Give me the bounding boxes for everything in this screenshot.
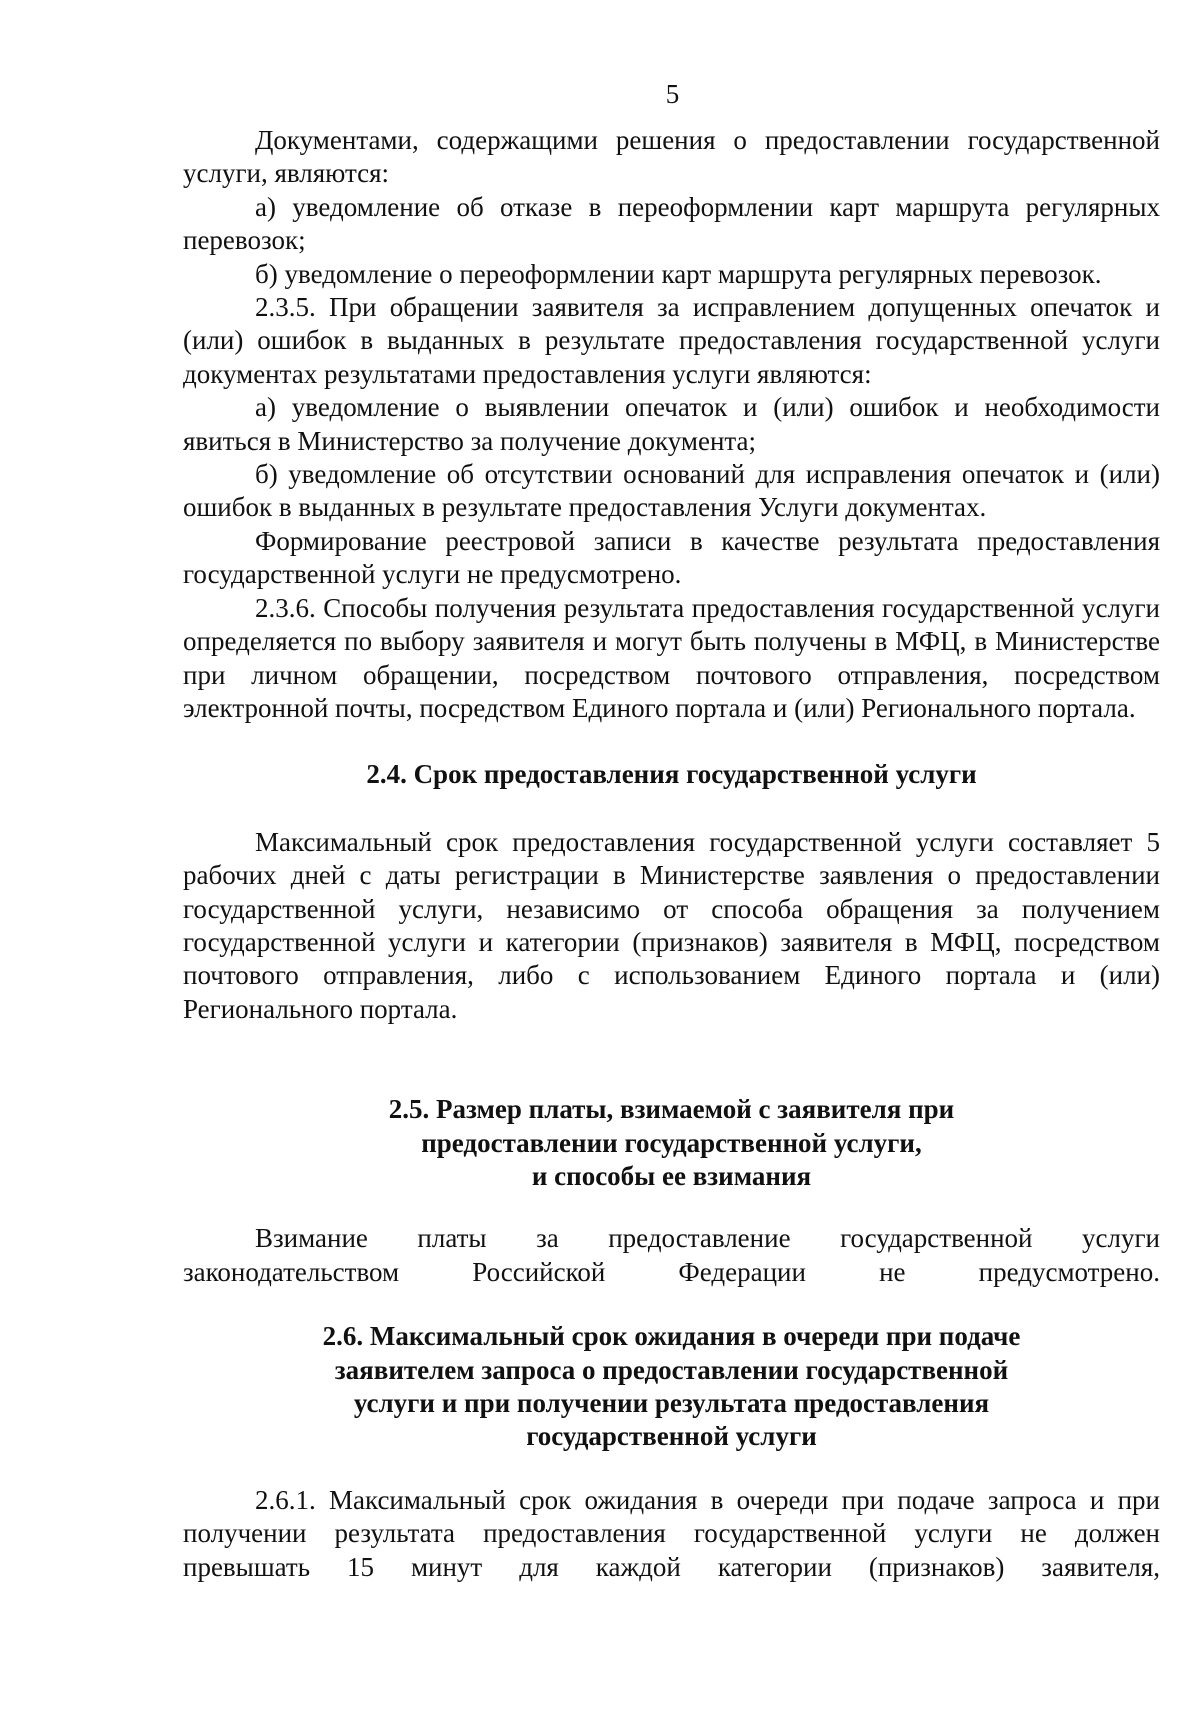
heading-line: предоставлении государственной услуги,	[421, 1127, 922, 1158]
heading-line: заявителем запроса о предоставлении государственной	[334, 1354, 1009, 1385]
paragraph-2-3-6: 2.3.6. Способы получения результата предоставления государственной услуги определяется по выбору заявителя и могут быть получены в МФЦ, в Министерстве при личном обращении, посредством почтового отправления, посредством электронной почты, посредством Единого портала и (или) Регионального портала.	[183, 592, 1160, 723]
paragraph-2-6-1: 2.6.1. Максимальный срок ожидания в очереди при подаче запроса и при получении результата предоставления государственной услуги не должен превышать 15 минут для каждой категории (признаков) заявителя,	[183, 1484, 1160, 1582]
heading-line: государственной услуги	[526, 1421, 817, 1452]
section-heading-2-4: 2.4. Срок предоставления государственной услуги	[366, 759, 977, 790]
document-body	[183, 124, 1160, 1584]
results-intro-paragraph: Документами, содержащими решения о предоставлении государственной услуги, являются:	[183, 125, 1160, 189]
correction-item-b: б) уведомление об отсутствии оснований для исправления опечаток и (или) ошибок в выданных в результате предоставления Услуги документах.	[183, 459, 1160, 523]
heading-line: услуги и при получении результата предоставления	[353, 1388, 990, 1418]
heading-line: и способы ее взимания	[531, 1160, 812, 1191]
heading-line: 2.5. Размер платы, взимаемой с заявителя при	[388, 1094, 955, 1125]
page-number: 5	[665, 79, 680, 109]
section-heading-2-6	[183, 1320, 1160, 1454]
paragraph-2-5: Взимание платы за предоставление государственной услуги законодательством Российской Федерации не предусмотрено.	[183, 1223, 1160, 1287]
paragraph-2-4: Максимальный срок предоставления государственной услуги составляет 5 рабочих дней с даты регистрации в Министерстве заявления о предоставлении государственной услуги, независимо от способа обращения за получением государственной услуги и категории (признаков) заявителя в МФЦ, посредством почтового отправления, либо с использованием Единого портала и (или) Регионального портала.	[183, 826, 1160, 1024]
results-item-b: б) уведомление о переоформлении карт маршрута регулярных перевозок.	[255, 258, 1102, 289]
section-heading-2-5	[183, 1093, 1160, 1193]
results-item-a: а) уведомление об отказе в переоформлении карт маршрута регулярных перевозок;	[183, 191, 1160, 256]
registry-note-paragraph: Формирование реестровой записи в качестве результата предоставления государственной услуги не предусмотрено.	[183, 525, 1160, 590]
heading-line: 2.6. Максимальный срок ожидания в очереди при подаче	[322, 1321, 1021, 1352]
paragraph-2-3-5: 2.3.5. При обращении заявителя за исправлением допущенных опечаток и (или) ошибок в выданных в результате предоставления государственной услуги документах результатами предоставления услуги являются:	[183, 292, 1160, 389]
correction-item-a: а) уведомление о выявлении опечаток и (или) ошибок и необходимости явиться в Министерство за получение документа;	[183, 392, 1160, 456]
